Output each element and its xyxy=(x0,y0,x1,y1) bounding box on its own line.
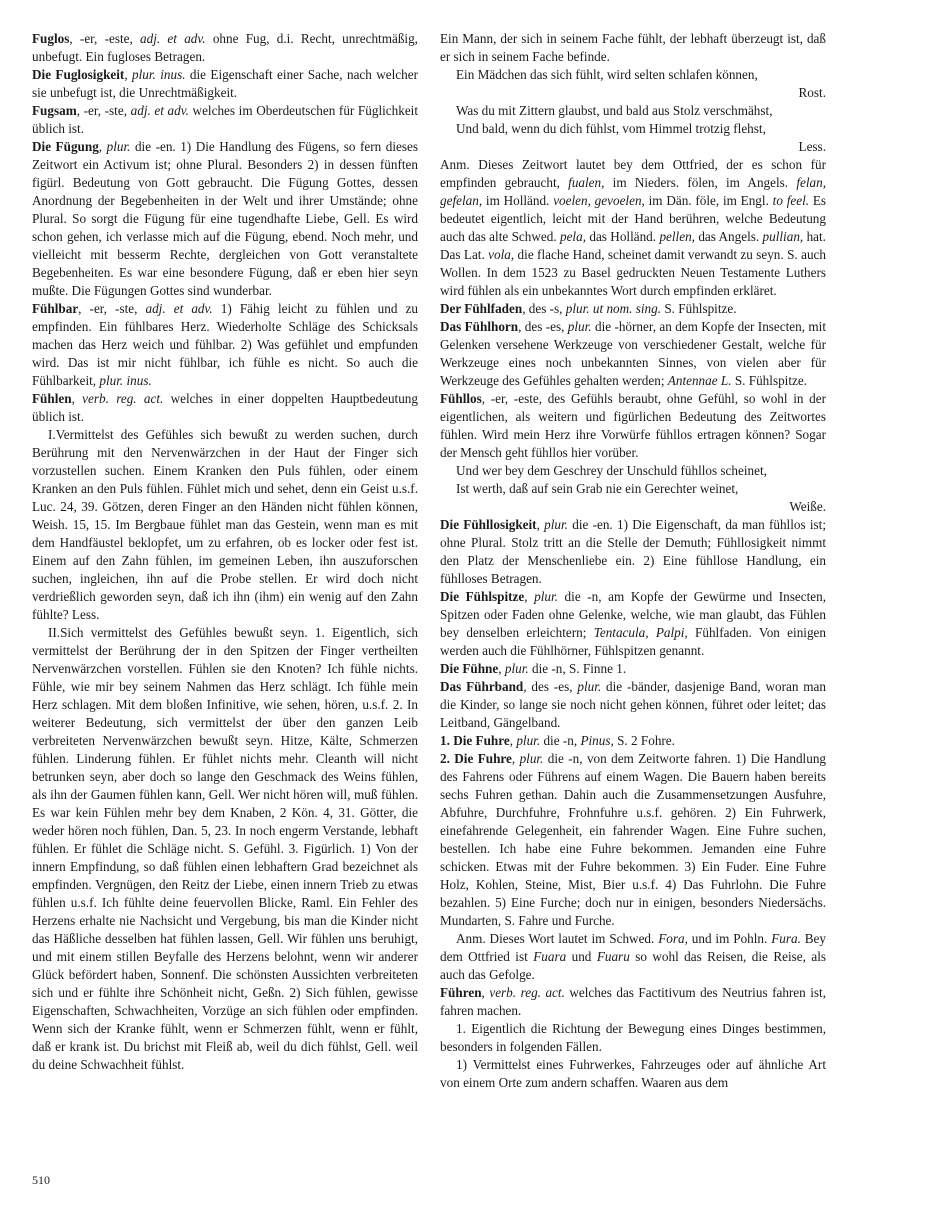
grammar-note: adj. et adv. xyxy=(130,103,189,118)
entry-fuehren xyxy=(440,984,826,1020)
grammar-note: plur. xyxy=(577,679,602,694)
grammar-note: plur. inus. xyxy=(132,67,186,82)
note-term: pellen, xyxy=(659,229,695,244)
note-text: Bey dem Ottfried ist xyxy=(440,931,827,964)
entry-text: S. Fühlspitze. xyxy=(731,373,807,388)
note-text: im Holländ. xyxy=(482,193,554,208)
entry-fuehllosigkeit xyxy=(440,516,826,588)
note-text: Es bedeutet eigentlich, leicht mit der Hand berühren, welche Bedeutung auch das alte Schwed. xyxy=(440,193,826,244)
note-text: Anm. Dieses Zeitwort lautet bey dem Ottfried, der es schon für empfinden gebraucht, xyxy=(440,157,826,190)
headword: Fühlbar xyxy=(32,301,79,316)
etymology-note xyxy=(440,156,826,300)
fuehren-sense-1: 1. Eigentlich die Richtung der Bewegung eines Dinges bestimmen, besonders in folgenden Fällen. xyxy=(440,1021,826,1054)
entry-text: die -en. 1) Die Handlung des Fügens, so fern dieses Zeitwort ein Activum ist; ohne Plural. Besonders 2) in dessen fünften figürl. Bedeutung von Gott gebraucht. Die Fügung Gottes, dessen Anordnung der Begebenheiten in der Welt und ihrer Umstände; ohne Plural. So sorgt die Fügung für eine tugendhafte Liebe, Gell. Es wird schon gehen, ich verlasse mich auf die Fügung, ebend. Noch mehr, und vielleicht mit besserm Rechte, dergleichen von Gott veranstaltete Begebenheiten. Es war eine besondere Fügung, daß er eben hier seyn mußte. Die Fügungen Gottes sind wunderbar. xyxy=(32,139,418,298)
note-text: so wohl das Reisen, die Reise, als auch das Gefolge. xyxy=(440,949,826,982)
verse-line: Was du mit Zittern glaubst, und bald aus Stolz verschmähst, xyxy=(456,103,773,118)
entry-text: welches das Factitivum des Neutrius fahren ist, fahren machen. xyxy=(440,985,827,1018)
note-term: Fuaru xyxy=(596,949,630,964)
latin-term: Pinus, xyxy=(580,733,614,748)
fuehren-sense-1-1: 1) Vermittelst eines Fuhrwerkes, Fahrzeuges oder auf ähnliche Art von einem Orte zum andern schaffen. Waaren aus dem xyxy=(440,1057,826,1090)
etymology-note xyxy=(440,930,826,984)
note-term: felan, gefelan, xyxy=(440,175,826,208)
grammar-note: plur. ut nom. sing. xyxy=(565,301,662,316)
entry-text: , xyxy=(481,985,490,1000)
note-text: Anm. Dieses Wort lautet im Schwed. xyxy=(456,931,659,946)
entry-text: welches im Oberdeutschen für Füglichkeit üblich ist. xyxy=(32,103,418,136)
latin-term: Antennae L. xyxy=(667,373,732,388)
entry-text: die -hörner, an dem Kopfe der Insecten, mit Gelenken versehene Werkzeuge von verschiedener Gestalt, welche für Werkzeuge eines noch unbekannten Sinnes, von vielen aber für Werkzeuge des Gefühles gehalten werden; xyxy=(440,319,826,388)
entry-text: , xyxy=(536,517,545,532)
entry-text: , des -es, xyxy=(518,319,568,334)
note-text: im Nieders. fölen, im Angels. xyxy=(604,175,797,190)
grammar-note: plur. xyxy=(544,517,568,532)
grammar-note: plur. xyxy=(504,661,529,676)
note-term: pullian, xyxy=(762,229,804,244)
entry-fuegung xyxy=(32,138,418,300)
entry-fuehne xyxy=(440,660,826,678)
entry-fuehlfaden xyxy=(440,300,826,318)
entry-text: , -er, -este, des Gefühls beraubt, ohne Gefühl, so wohl in der eigentlichen, als weitern und figürlichen Bedeutung des Zeitwortes fühlen. Wird mein Herz ihre Vorwürfe fühllos ertragen können? Sogar der Mensch geht fühllos hier vorüber. xyxy=(440,391,826,460)
entry-text: , des -es, xyxy=(523,679,578,694)
dictionary-page xyxy=(32,30,826,1190)
headword: Die Fügung xyxy=(32,139,99,154)
entry-text: S. Fühlspitze. xyxy=(661,301,737,316)
entry-fuehlspitze xyxy=(440,588,826,660)
entry-text: S. 2 Fohre. xyxy=(613,733,675,748)
headword: 1. Die Fuhre xyxy=(440,733,510,748)
grammar-note: verb. reg. act. xyxy=(82,391,164,406)
entry-fuhre-2 xyxy=(440,750,826,930)
entry-text: , xyxy=(511,751,520,766)
verse-line: Ein Mädchen das sich fühlt, wird selten schlafen können, xyxy=(456,67,758,82)
entry-text: , xyxy=(124,67,133,82)
note-term: vola, xyxy=(488,247,515,262)
entry-text: welches in einer doppelten Hauptbedeutung üblich ist. xyxy=(32,391,418,424)
entry-text: , xyxy=(498,661,505,676)
entry-text: die -n, von dem Zeitworte fahren. 1) Die Handlung des Fahrens oder Führens auf einem Wagen. Die Bauern haben bereits sechs Fuhren gethan. Dahin auch die Zusammensetzungen Ausfuhre, Abfuhre, Durchfuhre, Frohnfuhre u.s.f. gehören. 2) Ein Fuhrwerk, einefahrende Gelegenheit, ein fahrender Wagen. Eine Fuhre suchen, bestellen. Ich habe eine Fuhre bekommen. Jemanden eine Fuhre schicken. Etwas mit der Fuhre bekommen. 3) Ein Fuder. Eine Fuhre Holz, Kohlen, Steine, Mist, Bier u.s.f. 4) Das Fuhrlohn. Die Fuhre bezahlen. 5) Eine Furche; doch nur in einigen, besonders Niedersächs. Mundarten, S. Fahre und Furche. xyxy=(440,751,827,928)
entry-text: die -n, am Kopfe der Gewürme und Insecten, Spitzen oder Faden ohne Gelenke, welche, wie man glaubt, das Fühlen bey denselben erleichtern; xyxy=(440,589,826,640)
headword: Fugsam xyxy=(32,103,77,118)
entry-text: , xyxy=(509,733,517,748)
note-term: Fora, xyxy=(658,931,688,946)
grammar-note: plur. inus. xyxy=(99,373,152,388)
entry-text: , xyxy=(71,391,83,406)
entry-text: , -er, -ste, xyxy=(76,103,131,118)
note-term: to feel. xyxy=(772,193,810,208)
note-term: voelen, gevoelen, xyxy=(553,193,645,208)
grammar-note: plur. xyxy=(567,319,592,334)
continued-text: Ein Mann, der sich in seinem Fache fühlt, der lebhaft überzeugt ist, daß er sich in seinem Fache befinde. xyxy=(440,31,826,64)
entry-fuehllos xyxy=(440,390,826,462)
note-text: im Dän. föle, im Engl. xyxy=(644,193,773,208)
entry-text: ohne Fug, d.i. Recht, unrechtmäßig, unbefugt. Ein fugloses Betragen. xyxy=(32,31,418,64)
entry-text: die -n, xyxy=(540,733,581,748)
note-text: die flache Hand, scheinet damit verwandt zu seyn. S. auch Wollen. In dem 1523 zu Basel gedruckten Neuen Testamente Luthers wird fühlen als ein unbekanntes Wort durch empfinden erkläret. xyxy=(440,247,826,298)
verse-line: Und wer bey dem Geschrey der Unschuld fühllos scheinet, xyxy=(456,463,767,478)
entry-fuhre-1 xyxy=(440,732,826,750)
entry-text: , xyxy=(524,589,535,604)
verse-line: Und bald, wenn du dich fühlst, vom Himmel trotzig flehst, xyxy=(456,121,766,136)
entry-fuglos xyxy=(32,30,418,66)
note-term: fualen, xyxy=(568,175,605,190)
note-text: das Angels. xyxy=(694,229,763,244)
verse-source: Less. xyxy=(798,139,826,154)
headword: Die Fuglosigkeit xyxy=(32,67,125,82)
left-column xyxy=(32,30,418,1074)
note-text: das Holländ. xyxy=(586,229,660,244)
grammar-note: plur. xyxy=(519,751,544,766)
note-text: hat. Das Lat. xyxy=(440,229,826,262)
headword: Das Führband xyxy=(440,679,524,694)
entry-fuehrband xyxy=(440,678,826,732)
entry-text: , xyxy=(98,139,107,154)
headword: Fühllos xyxy=(440,391,482,406)
entry-text: die -n, S. Finne 1. xyxy=(528,661,627,676)
entry-fuehlbar xyxy=(32,300,418,390)
entry-fuglosigkeit xyxy=(32,66,418,102)
grammar-note: plur. xyxy=(106,139,131,154)
entry-text: , -er, -este, xyxy=(69,31,141,46)
page-number: 510 xyxy=(32,1173,50,1187)
note-text: und im Pohln. xyxy=(687,931,772,946)
entry-text: die -en. 1) Die Eigenschaft, da man fühllos ist; ohne Plural. Stolz tritt an die Stelle der Demuth; Fühllosigkeit nimmt den Platz der Menschenliebe ein. 2) Eine fühllose Handlung, ein fühlloses Betragen. xyxy=(440,517,826,586)
grammar-note: plur. xyxy=(516,733,541,748)
headword: Die Fühne xyxy=(440,661,499,676)
fuehlen-sense-2: II.Sich vermittelst des Gefühles bewußt seyn. 1. Eigentlich, sich vermittelst der Berührung der in den Spitzen der Finger vertheilten Nervenwärzchen vorstellen. Fühlen sie den Knoten? Ich fühle nichts. Fühle, wie mir bey seinem Nahmen das Herz schlägt. Ich fühle mein Herz schlagen. Mit dem bloßen Infinitive, wie sehen, hören, u.s.f. 2. In weiterer Bedeutung, sich vermittelst der über den ganzen Leib verbreiteten Nervenwärzchen bewußt seyn. Hitze, Kälte, Schmerzen fühlen. Linderung fühlen. Er fühlet nichts mehr. Cleanth will nicht betrunken seyn, aber doch so lange den Geschmack des Weins fühlen, als ihn der Gaumen fühlen kann, Gell. Wer nicht hören will, muß fühlen. Es war kein Fühlen mehr bey dem Knaben, 2 Kön. 4, 31. Götter, die weder hören noch fühlen, Dan. 5, 23. In noch engerm Verstande, lebhaft fühlen. Er fühlet die Schläge nicht. S. Gefühl. 3. Figürlich. 1) Von der innern Empfindung, so daß fühlen einen lebhaftern Grad bezeichnet als empfinden. Vergnügen, den Reitz der Liebe, einen innern Trieb zu etwas fühlen u.s.f. Ich fühlte deine feuervollen Blicke, Raml. Ein Fehler des Herzens erhalte nie Nachsicht und Vergebung, bis man die Kinder nicht das Häßliche desselben hat fühlen lassen, Gell. Wir fühlen uns beruhigt, und mit einem stillen Beyfalle des Herzens belohnt, wenn wir anderer Glück befördert haben, Sonnenf. Die schönsten Aussichten verbreiteten sich und er fühlte ihre Schönheit nicht, Geßn. 2) Sich fühlen, gewisse Eigenschaften, Schwachheiten, Vorzüge an sich fühlen oder empfinden. Wenn sich der Kranke fühlt, wenn er Schmerzen fühlt, wenn er fühlt, daß er krank ist. Du brichst mit Fleiß ab, weil du dich fühlst, Gell. weil du deine Schwachheit fühlst. xyxy=(32,625,418,1072)
entry-fuehlhorn xyxy=(440,318,826,390)
entry-text: Fühlfaden. Von einigen werden auch die Fühlhörner, Fühlspitzen genannt. xyxy=(440,625,826,658)
note-term: pela, xyxy=(559,229,586,244)
headword: Das Fühlhorn xyxy=(440,319,519,334)
headword: Der Fühlfaden xyxy=(440,301,523,316)
entry-fuehlen xyxy=(32,390,418,426)
entry-text: die Eigenschaft einer Sache, nach welcher sie unbefugt ist, die Unrechtmäßigkeit. xyxy=(32,67,418,100)
note-term: Fuara xyxy=(533,949,567,964)
entry-text: die -bänder, dasjenige Band, woran man die Kinder, so lange sie noch nicht gehen können, führet oder leitet; das Leitband, Gängelband. xyxy=(440,679,826,730)
latin-term: Tentacula, Palpi, xyxy=(593,625,688,640)
headword: Führen xyxy=(440,985,482,1000)
entry-text: , des -s, xyxy=(522,301,566,316)
note-term: Fura. xyxy=(771,931,801,946)
headword: Fühlen xyxy=(32,391,72,406)
fuehlen-sense-1: I.Vermittelst des Gefühles sich bewußt zu werden suchen, durch Berührung mit den Nervenwärzchen in der Haut der Finger sich vorzustellen suchen. Einem Kranken den Puls fühlen, oder einem Kranken an den Puls fühlen. Fühlet mich und sehet, denn ein Geist u.s.f. Luc. 24, 39. Götzen, deren Finger an den Händen nicht fühlen können, Weish. 15, 15. Im Bergbaue fühlet man das Gestein, wenn man es mit dem Handfäustel beklopfet, um zu erfahren, ob es locker oder fest ist. Einem auf den Zahn fühlen, im gemeinen Leben, ihn auszuforschen suchen, ingleichen, ihn auf die Probe stellen. Er wird doch nicht verdrießlich geworden seyn, daß ich ihn (ihm) ein wenig auf den Zahn fühlte? Less. xyxy=(32,427,418,622)
headword: 2. Die Fuhre xyxy=(440,751,512,766)
verse-line: Ist werth, daß auf sein Grab nie ein Gerechter weinet, xyxy=(456,481,739,496)
headword: Die Fühllosigkeit xyxy=(440,517,537,532)
entry-text: 1) Fähig leicht zu fühlen und zu empfinden. Ein fühlbares Herz. Wiederholte Schläge des Schicksals machen das Herz weich und fühlbar. 2) Was gefühlet und empfunden wird. Das ist mir nicht fühlbar, ich fühle es nicht. So auch die Fühlbarkeit, xyxy=(32,301,418,388)
grammar-note: adj. et adv. xyxy=(140,31,206,46)
entry-fugsam xyxy=(32,102,418,138)
verse-source: Weiße. xyxy=(789,499,826,514)
headword: Die Fühlspitze xyxy=(440,589,525,604)
entry-text: , -er, -ste, xyxy=(78,301,146,316)
note-text: und xyxy=(566,949,597,964)
headword: Fuglos xyxy=(32,31,70,46)
grammar-note: plur. xyxy=(534,589,558,604)
verse-source: Rost. xyxy=(798,85,826,100)
right-column xyxy=(440,30,826,1092)
grammar-note: adj. et adv. xyxy=(145,301,213,316)
grammar-note: verb. reg. act. xyxy=(489,985,565,1000)
